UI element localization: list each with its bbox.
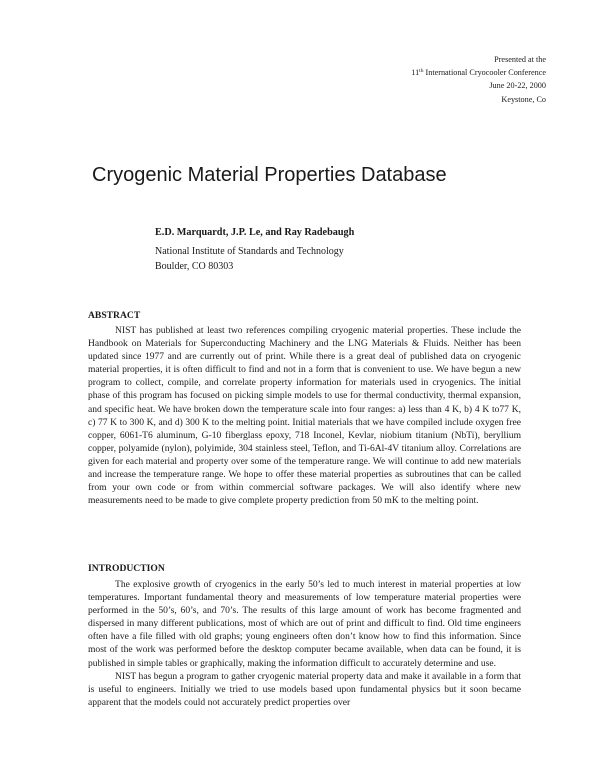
conference-dates: June 20-22, 2000 bbox=[489, 81, 546, 91]
introduction-heading: INTRODUCTION bbox=[88, 563, 165, 574]
abstract-body bbox=[88, 324, 521, 507]
affiliation bbox=[155, 245, 344, 274]
introduction-body bbox=[88, 578, 521, 709]
conference-line-1: Presented at the bbox=[494, 55, 546, 64]
conference-location: Keystone, Co bbox=[501, 94, 546, 104]
paper-title: Cryogenic Material Properties Database bbox=[92, 164, 447, 186]
conference-note bbox=[306, 53, 546, 106]
affiliation-address: Boulder, CO 80303 bbox=[155, 260, 234, 272]
conference-ordinal-suffix: th bbox=[419, 68, 424, 75]
introduction-paragraph-1: The explosive growth of cryogenics in the early 50’s led to much interest in material properties at low temperatures. Important fundamental theory and measurements of low temperature material properties were performed in the 50’s, 60’s, and 70’s. The results of this large amount of work has become fragmented and dispersed in many different publications, most of which are out of print and difficult to find. Old time engineers often have a file filled with old graphs; young engineers often don’t know how to find this information. Since most of the work was performed before the desktop computer became available, when data can be found, it is published in simple tables or graphically, making the information difficult to accurately determine and use. bbox=[88, 579, 521, 669]
author-list: E.D. Marquardt, J.P. Le, and Ray Radebaugh bbox=[155, 227, 355, 238]
abstract-paragraph: NIST has published at least two references compiling cryogenic material properties. These include the Handbook on Materials for Superconducting Machinery and the LNG Materials & Fluids. Neither has been updated since 1977 and are currently out of print. While there is a great deal of published data on cryogenic material properties, it is often difficult to find and not in a form that is convenient to use. We have begun a new program to collect, compile, and correlate property information for materials used in cryogenics. The initial phase of this program has focused on picking simple models to use for thermal conductivity, thermal expansion, and specific heat. We have broken down the temperature scale into four ranges: a) less than 4 K, b) 4 K to77 K, c) 77 K to 300 K, and d) 300 K to the melting point. Initial materials that we have compiled include oxygen free copper, 6061-T6 aluminum, G-10 fiberglass epoxy, 718 Inconel, Kevlar, niobium titanium (NbTi), beryllium copper, polyamide (nylon), polyimide, 304 stainless steel, Teflon, and Ti-6Al-4V titanium alloy. Correlations are given for each material and property over some of the temperature range. We will continue to add new materials and increase the temperature range. We hope to offer these material properties as subroutines that can be called from your own code or from within commercial software packages. We will also identify where new measurements need to be made to give complete property prediction from 50 mK to the melting point. bbox=[88, 325, 521, 507]
affiliation-institution: National Institute of Standards and Technology bbox=[155, 246, 344, 257]
conference-line-2 bbox=[306, 66, 546, 79]
conference-ordinal: 11 bbox=[411, 68, 420, 78]
abstract-heading: ABSTRACT bbox=[88, 310, 141, 321]
introduction-paragraph-2: NIST has begun a program to gather cryogenic material property data and make it available in a form that is useful to engineers. Initially we tried to use models based upon fundamental physics but it soon became apparent that the models could not accurately predict properties over bbox=[88, 670, 521, 708]
conference-name: International Cryocooler Conference bbox=[423, 68, 546, 78]
